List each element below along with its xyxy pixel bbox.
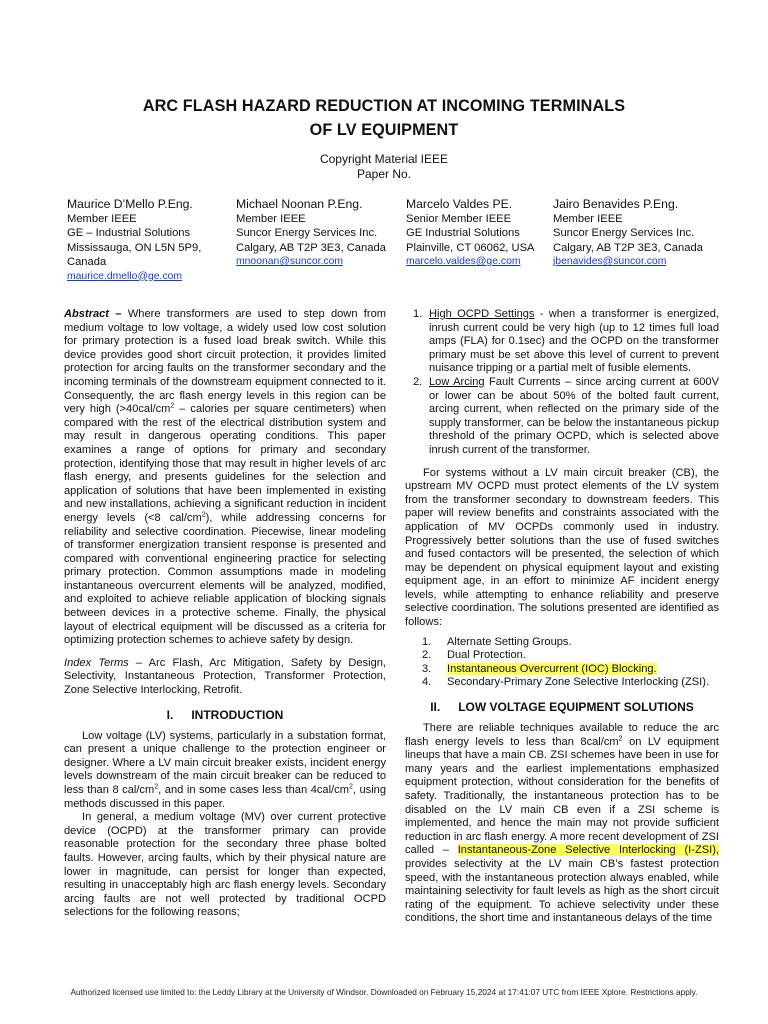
left-column: [64, 308, 386, 920]
abstract: Abstract – Where transformers are used to step down from medium voltage to low voltage, a widely used low cost solution for primary protection is a fused load break switch. While this device provides good short circuit protection, it provides limited protection for arcing faults on the transformer secondary and the incoming terminals of the downstream equipment connected to it. Consequently, the arc flash energy levels in this region can be very high ($>40cal/cm^2$ – calories per square centimeters) when compared with the rest of the electrical distribution system and may result in dangerous operating conditions. This paper examines a range of options for primary and secondary protection, identifying those that may result in higher levels of arc flash energy, and presents guidelines for the selection and application of solutions that have been implemented in existing and new installations, achieving a significant reduction in incident energy levels (<8 cal/$cm^2$), while addressing concerns for reliability and selective coordination. Piecewise, linear modeling of transformer energization transient response is presented and compared with conventional engineering practice for selecting primary protection. Common assumptions made in modeling instantaneous overcurrent elements will be analyzed, modified, and exploited to achieve reliable application of blocking signals between devices in a protective scheme. Finally, the physical layout of electrical equipment will be discussed as a criteria for optimizing protection schemes to achieve safety by design.: [64, 308, 386, 647]
section-heading-introduction: I. INTRODUCTION: [166, 707, 284, 722]
copyright-text: Copyright Material IEEE: [319, 152, 449, 166]
solutions-list: [405, 636, 719, 690]
author-2: [236, 197, 386, 270]
author-org: Suncor Energy Services Inc.: [236, 227, 378, 240]
author-4: [553, 197, 703, 270]
title-line-2: OF LV EQUIPMENT: [309, 121, 459, 139]
intro-paragraph-2: In general, a medium voltage (MV) over current protective device (OCPD) at the transformer primary can provide reasonable protection for the secondary three phase bolted faults. However, arcing faults, which by their physical nature are lower in magnitude, can persist for longer than expected, resulting in unacceptably high arc flash energy levels. Secondary arcing faults are not well protected by traditional OCPD selections for the following reasons;: [64, 811, 386, 919]
list-item: 1. Alternate Setting Groups.: [422, 635, 572, 648]
author-address: Calgary, AB T2P 3E3, Canada: [553, 241, 703, 254]
index-terms-label: Index Terms: [64, 656, 129, 669]
author-role: Member IEEE: [553, 212, 623, 225]
list-item: 1. High OCPD Settings - when a transformer is energized, inrush current could be very high (up to 12 times full load amps (FLA) for 0.1sec) and the OCPD on the transformer primary must be set above this level of current to prevent nuisance tripping or a partial melt of fusible elements.: [413, 308, 719, 375]
author-address-2: Canada: [67, 256, 107, 269]
list-item: 2. Low Arcing Fault Currents – since arcing current at 600V or lower can be about 50% of the bolted fault current, arcing current, when reflected on the primary side of the supply transformer, can be below the instantaneous pickup threshold of the primary OCPD, which is selected above inrush current of the transformer.: [413, 375, 719, 456]
author-email-link[interactable]: marcelo.valdes@ge.com: [406, 256, 521, 268]
paper-number: Paper No.: [356, 167, 412, 181]
author-name: Marcelo Valdes PE.: [406, 197, 513, 211]
intro-paragraph-1: Low voltage (LV) systems, particularly in a substation format, can present a unique challenge to the protection engineer or designer. Where a LV main circuit breaker exists, incident energy levels downstream of the main circuit breaker can be reduced to less than 8 cal/$cm^2$, and in some cases less than $4cal/cm^2$, using methods discussed in this paper.: [64, 729, 387, 810]
author-org: GE – Industrial Solutions: [67, 227, 191, 240]
author-email-link[interactable]: jbenavides@suncor.com: [553, 256, 667, 268]
list-item: 3. Instantaneous Overcurrent (IOC) Blocking.: [422, 662, 657, 675]
paper-title: [60, 94, 708, 142]
author-name: Michael Noonan P.Eng.: [236, 197, 363, 211]
author-email-link[interactable]: maurice.dmello@ge.com: [67, 270, 183, 282]
body-paragraph-cb: For systems without a LV main circuit breaker (CB), the upstream MV OCPD must protect elements of the LV system from the transformer secondary to downstream feeders. This paper will review benefits and constraints associated with the application of MV OCPDs commonly used in industry. Progressively better solutions than the use of fused switches and fused contactors will be presented, the selection of which may be dependent on physical equipment layout and existing equipment age, in an effort to minimize AF incident energy levels, while attempting to enhance reliability and preserve selective coordination. The solutions presented are identified as follows:: [405, 466, 719, 629]
list-item: 4. Secondary-Primary Zone Selective Interlocking (ZSI).: [422, 676, 710, 689]
right-column: [405, 308, 719, 926]
title-line-1: ARC FLASH HAZARD REDUCTION AT INCOMING TERMINALS: [142, 97, 626, 115]
author-role: Member IEEE: [236, 212, 306, 225]
author-org: GE Industrial Solutions: [406, 227, 520, 240]
author-address: Mississauga, ON L5N 5P9,: [67, 241, 202, 254]
highlighted-text: Instantaneous-Zone Selective Interlocking (I-ZSI),: [457, 844, 719, 857]
author-role: Senior Member IEEE: [406, 212, 512, 225]
author-address: Calgary, AB T2P 3E3, Canada: [236, 241, 386, 254]
abstract-label: Abstract –: [64, 308, 122, 320]
author-role: Member IEEE: [67, 212, 137, 225]
author-email-link[interactable]: mnoonan@suncor.com: [236, 256, 344, 268]
author-address: Plainville, CT 06062, USA: [406, 241, 535, 254]
author-name: Maurice D’Mello P.Eng.: [67, 197, 193, 211]
author-1: [67, 197, 201, 284]
author-org: Suncor Energy Services Inc.: [553, 227, 695, 240]
copyright-block: [0, 152, 768, 182]
author-name: Jairo Benavides P.Eng.: [553, 197, 679, 211]
list-item: 2. Dual Protection.: [422, 649, 526, 662]
license-footer: Authorized licensed use limited to: the Leddy Library at the University of Windsor. Downloaded on February 15,2024 at 17:41:07 UTC from IEEE Xplore. Restrictions apply.: [70, 987, 698, 997]
section-heading-lv-solutions: II. LOW VOLTAGE EQUIPMENT SOLUTIONS: [430, 700, 694, 715]
highlighted-text: Instantaneous Overcurrent (IOC) Blocking.: [447, 662, 657, 675]
author-3: [406, 197, 535, 270]
lv-solutions-paragraph: There are reliable techniques available to reduce the arc flash energy levels to less than $8cal/cm^2$ on LV equipment lineups that have a main CB. ZSI schemes have been in use for many years and the earliest implementations emphasized equipment protection, without consideration for the benefits of safety. Traditionally, the instantaneous protection has to be disabled on the LV main CB even if a ZSI scheme is implemented, and hence the main may not provide sufficient reduction in arc flash energy. A more recent development of ZSI called – Instantaneous-Zone Selective Interlocking (I-ZSI), provides selectivity at the LV main CB’s fastest protection speed, with the instantaneous protection always enabled, while maintaining selectivity for fault levels as high as the short circuit rating of the equipment. To achieve selectivity under these conditions, the short time and instantaneous delays of the time: [405, 722, 719, 925]
index-terms: Index Terms – Arc Flash, Arc Mitigation, Safety by Design, Selectivity, Instantaneous Protection, Transformer Protection, Zone Selective Interlocking, Retrofit.: [64, 656, 386, 697]
reasons-list: [405, 308, 719, 458]
